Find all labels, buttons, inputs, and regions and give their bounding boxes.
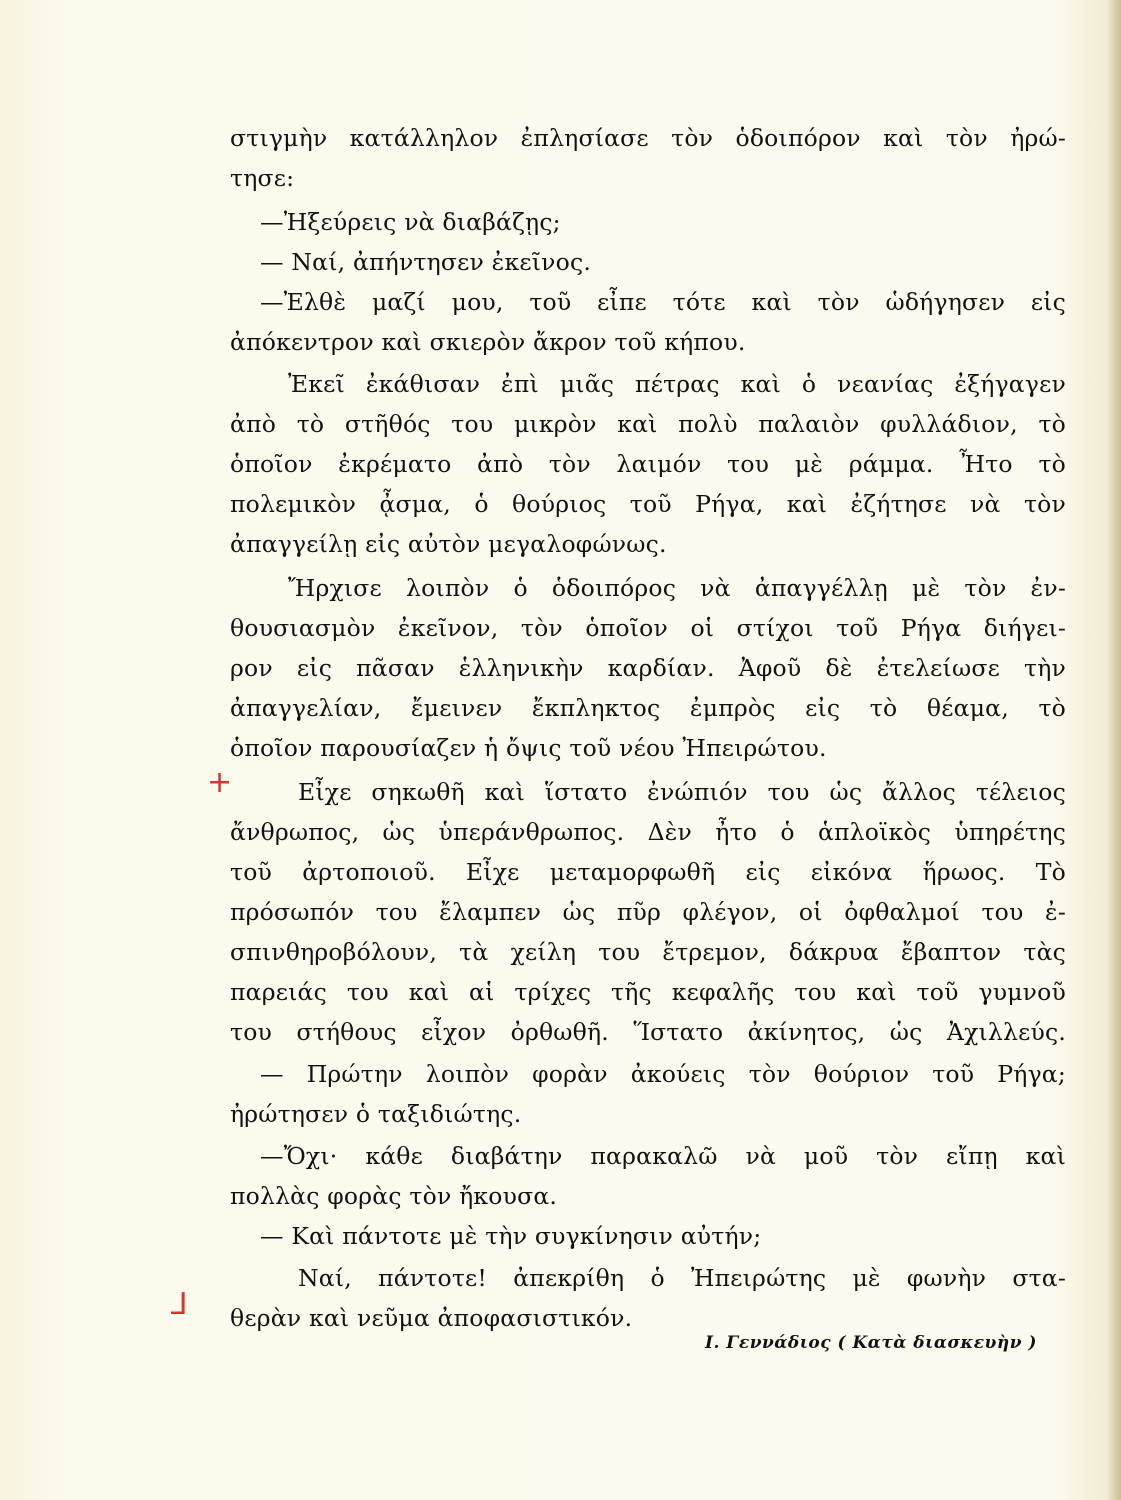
text-line: θερὰν καὶ νεῦμα ἀποφασιστικόν.: [230, 1304, 633, 1332]
text-line: —Ὄχι· κάθε διαβάτην παρακαλῶ νὰ μοῦ τὸν εἴπῃ καὶ: [260, 1142, 1066, 1170]
text-line: ἠρώτησεν ὁ ταξιδιώτης.: [230, 1100, 522, 1128]
text-line: πολλὰς φορὰς τὸν ἤκουσα.: [230, 1182, 558, 1210]
text-line: παρειάς του καὶ αἱ τρίχες τῆς κεφαλῆς του καὶ τοῦ γυμνοῦ: [230, 978, 1066, 1006]
text-line: στιγμὴν κατάλληλον ἐπλησίασε τὸν ὁδοιπόρον καὶ τὸν ἠρώ-: [230, 124, 1066, 152]
author-attribution: Ι. Γεννάδιος ( Κατὰ διασκευὴν ): [705, 1333, 1037, 1353]
text-line: ὁποῖον ἐκρέματο ἀπὸ τὸν λαιμόν του μὲ ράμμα. Ἦτο τὸ: [230, 450, 1066, 478]
text-line: ἀπαγγείλῃ εἰς αὐτὸν μεγαλοφώνως.: [230, 530, 667, 558]
text-line: — Καὶ πάντοτε μὲ τὴν συγκίνησιν αὐτήν;: [260, 1222, 762, 1250]
text-line: ἀπὸ τὸ στῆθός του μικρὸν καὶ πολὺ παλαιὸν φυλλάδιον, τὸ: [230, 410, 1066, 438]
text-line: — Ναί, ἀπήντησεν ἐκεῖνος.: [260, 248, 592, 276]
text-line: πρόσωπόν του ἔλαμπεν ὡς πῦρ φλέγον, οἱ ὀφθαλμοί του ἐ-: [230, 898, 1066, 926]
margin-cross-mark: +: [207, 765, 233, 800]
text-line: Ἤρχισε λοιπὸν ὁ ὁδοιπόρος νὰ ἀπαγγέλλῃ μὲ τὸν ἐν-: [288, 574, 1066, 602]
text-line: —Ἠξεύρεις νὰ διαβάζῃς;: [260, 208, 561, 236]
text-line: Ἐκεῖ ἐκάθισαν ἐπὶ μιᾶς πέτρας καὶ ὁ νεανίας ἐξήγαγεν: [288, 370, 1066, 398]
text-line: —Ἐλθὲ μαζί μου, τοῦ εἶπε τότε καὶ τὸν ὡδήγησεν εἰς: [260, 288, 1066, 316]
page-edge: [1107, 0, 1121, 1500]
text-line: ρον εἰς πᾶσαν ἑλληνικὴν καρδίαν. Ἀφοῦ δὲ ἐτελείωσε τὴν: [230, 654, 1066, 682]
text-line: του στήθους εἶχον ὀρθωθῆ. Ἵστατο ἀκίνητος, ὡς Ἀχιλλεύς.: [230, 1018, 1066, 1046]
text-line: Εἶχε σηκωθῆ καὶ ἵστατο ἐνώπιόν του ὡς ἄλλος τέλειος: [298, 778, 1066, 806]
text-line: — Πρώτην λοιπὸν φορὰν ἀκούεις τὸν θούριον τοῦ Ρήγα;: [260, 1060, 1066, 1088]
text-line: τησε:: [230, 164, 295, 192]
text-line: ἄνθρωπος, ὡς ὑπεράνθρωπος. Δὲν ἦτο ὁ ἁπλοϊκὸς ὑπηρέτης: [230, 818, 1066, 846]
text-line: ὁποῖον παρουσίαζεν ἡ ὄψις τοῦ νέου Ἠπειρώτου.: [230, 734, 827, 762]
text-line: θουσιασμὸν ἐκεῖνον, τὸν ὁποῖον οἱ στίχοι τοῦ Ρήγα διήγει-: [230, 614, 1066, 642]
text-line: ἀπαγγελίαν, ἔμεινεν ἔκπληκτος ἐμπρὸς εἰς τὸ θέαμα, τὸ: [230, 694, 1066, 722]
text-line: σπινθηροβόλουν, τὰ χείλη του ἔτρεμον, δάκρυα ἔβαπτον τὰς: [230, 938, 1066, 966]
text-line: πολεμικὸν ᾆσμα, ὁ θούριος τοῦ Ρήγα, καὶ ἐζήτησε νὰ τὸν: [230, 490, 1066, 518]
text-line: Ναί, πάντοτε! ἀπεκρίθη ὁ Ἠπειρώτης μὲ φωνὴν στα-: [298, 1264, 1066, 1292]
text-line: τοῦ ἀρτοποιοῦ. Εἶχε μεταμορφωθῆ εἰς εἰκόνα ἥρωος. Τὸ: [230, 858, 1066, 886]
margin-hook-mark: ⅃: [171, 1287, 188, 1322]
text-line: ἀπόκεντρον καὶ σκιερὸν ἄκρον τοῦ κήπου.: [230, 328, 746, 356]
